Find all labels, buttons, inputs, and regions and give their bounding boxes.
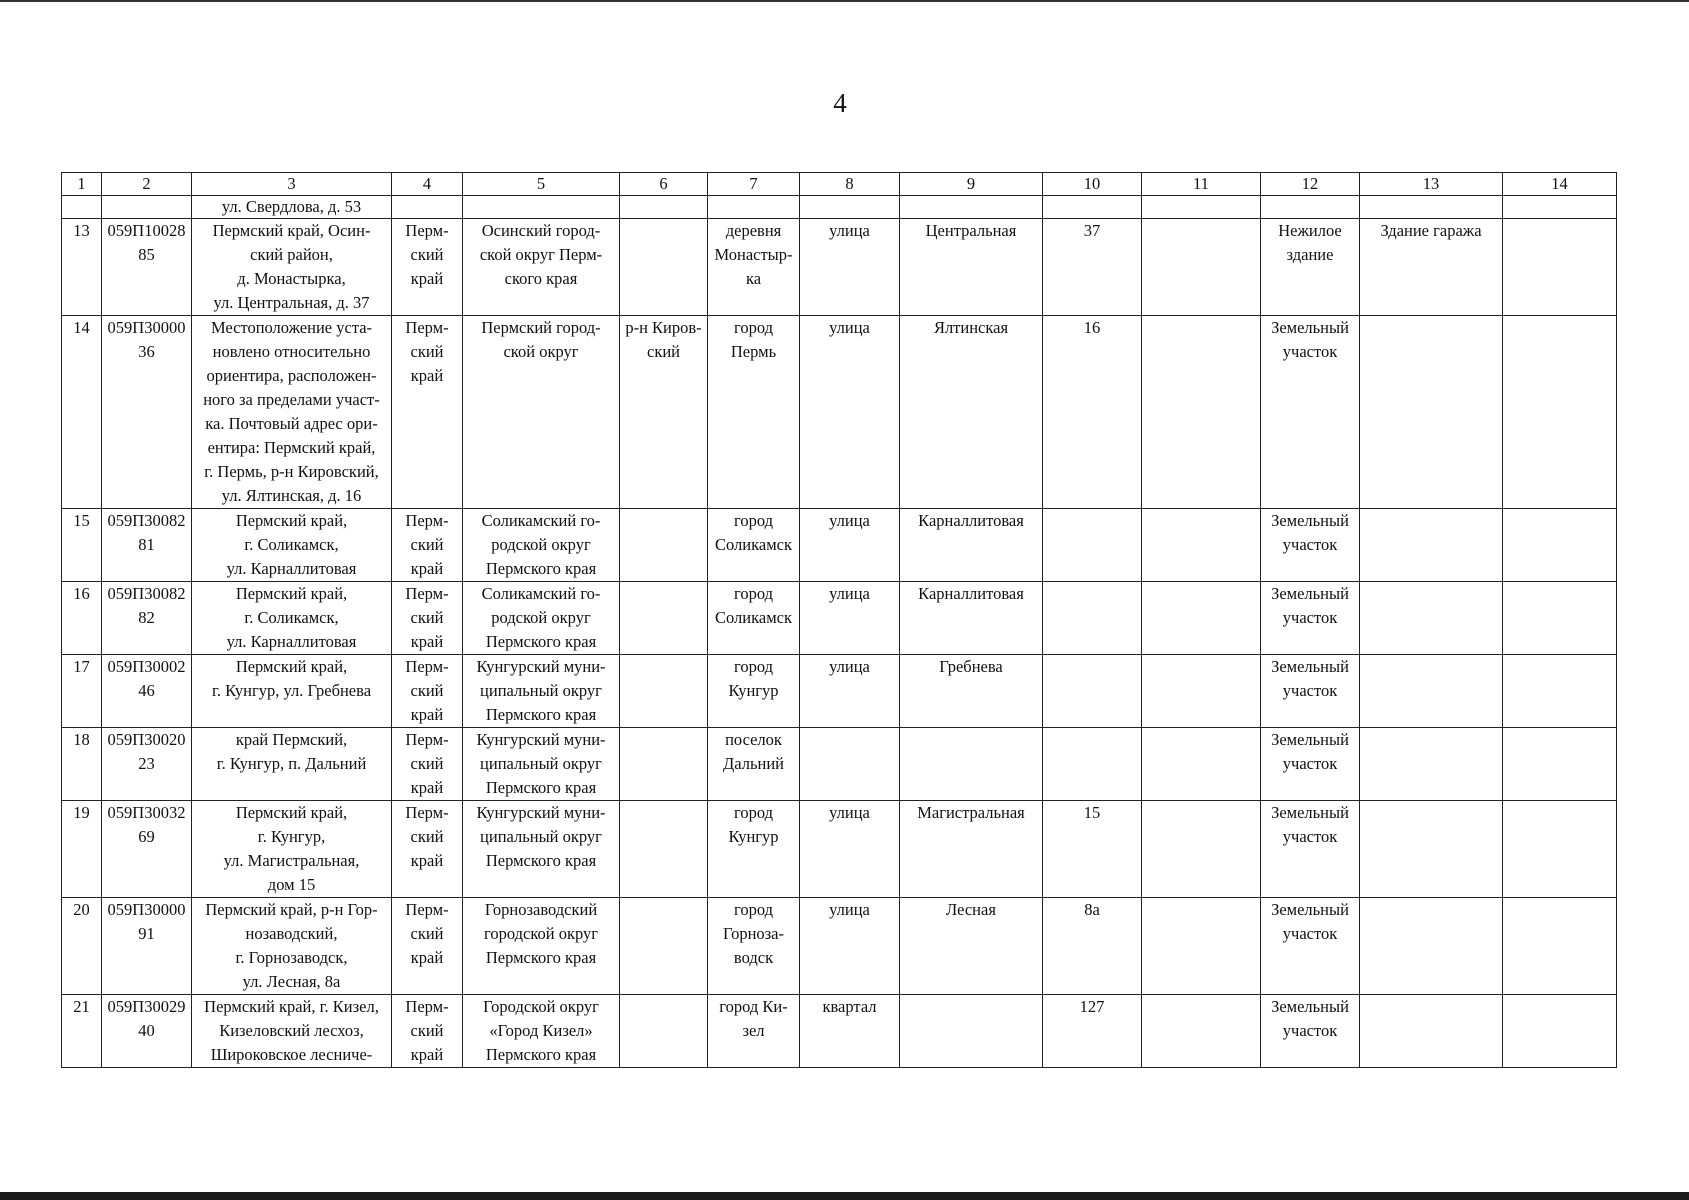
- object-name-cell: [1360, 655, 1503, 728]
- street-type-cell: улица: [800, 898, 900, 995]
- cell: [102, 196, 192, 219]
- scan-border-bottom: [0, 1192, 1689, 1200]
- cell-14: [1503, 582, 1617, 655]
- column-header: 7: [708, 173, 800, 196]
- region-cell: Перм- ский край: [392, 995, 463, 1068]
- column-header: 12: [1261, 173, 1360, 196]
- cell-11: [1142, 995, 1261, 1068]
- cadastral-number-part: 46: [138, 681, 155, 700]
- street-name-cell: Центральная: [900, 219, 1043, 316]
- cell-11: [1142, 316, 1261, 509]
- table-row: [62, 582, 1617, 655]
- municipality-cell: Соликамский го- родской округ Пермского края: [463, 509, 620, 582]
- district-cell: [620, 582, 708, 655]
- cadastral-number-part: 82: [138, 608, 155, 627]
- cell: [900, 196, 1043, 219]
- cell-11: [1142, 801, 1261, 898]
- cell-11: [1142, 582, 1261, 655]
- column-header: 5: [463, 173, 620, 196]
- region-cell: Перм- ский край: [392, 509, 463, 582]
- cadastral-number-part: 81: [138, 535, 155, 554]
- continued-address-cell: ул. Свердлова, д. 53: [192, 196, 392, 219]
- cadastral-number-part: 40: [138, 1021, 155, 1040]
- object-name-cell: [1360, 509, 1503, 582]
- object-type-cell: Земельный участок: [1261, 582, 1360, 655]
- address-cell: Пермский край, г. Соликамск, ул. Карналлитовая: [192, 582, 392, 655]
- settlement-cell: город Соликамск: [708, 509, 800, 582]
- cell-11: [1142, 509, 1261, 582]
- cadastral-number-cell: [102, 898, 192, 995]
- house-number-cell: 15: [1043, 801, 1142, 898]
- register-table: [61, 172, 1617, 1068]
- street-name-cell: [900, 995, 1043, 1068]
- table-row: [62, 655, 1617, 728]
- cadastral-number-part: 059П30082: [107, 511, 186, 530]
- cell: [392, 196, 463, 219]
- municipality-cell: Кунгурский муни- ципальный округ Пермского края: [463, 655, 620, 728]
- cell-14: [1503, 219, 1617, 316]
- column-header: 11: [1142, 173, 1261, 196]
- cadastral-number-part: 91: [138, 924, 155, 943]
- cadastral-number-cell: [102, 582, 192, 655]
- cadastral-number-part: 059П30032: [107, 803, 186, 822]
- object-name-cell: [1360, 728, 1503, 801]
- street-name-cell: [900, 728, 1043, 801]
- object-name-cell: [1360, 898, 1503, 995]
- district-cell: [620, 219, 708, 316]
- settlement-cell: деревня Монастыр- ка: [708, 219, 800, 316]
- cell-14: [1503, 316, 1617, 509]
- street-type-cell: улица: [800, 655, 900, 728]
- cell-14: [1503, 995, 1617, 1068]
- street-type-cell: [800, 728, 900, 801]
- district-cell: [620, 995, 708, 1068]
- settlement-cell: город Пермь: [708, 316, 800, 509]
- row-number-cell: 20: [62, 898, 102, 995]
- street-name-cell: Карналлитовая: [900, 582, 1043, 655]
- address-cell: Пермский край, р-н Гор- нозаводский, г. Горнозаводск, ул. Лесная, 8а: [192, 898, 392, 995]
- row-number-cell: 21: [62, 995, 102, 1068]
- column-header: 9: [900, 173, 1043, 196]
- cell: [620, 196, 708, 219]
- table-row: [62, 801, 1617, 898]
- district-cell: [620, 801, 708, 898]
- cell-11: [1142, 655, 1261, 728]
- street-type-cell: квартал: [800, 995, 900, 1068]
- object-type-cell: Земельный участок: [1261, 995, 1360, 1068]
- cadastral-number-part: 36: [138, 342, 155, 361]
- house-number-cell: 37: [1043, 219, 1142, 316]
- street-type-cell: улица: [800, 316, 900, 509]
- cadastral-number-part: 059П30002: [107, 657, 186, 676]
- region-cell: Перм- ский край: [392, 316, 463, 509]
- cadastral-number-part: 059П10028: [107, 221, 186, 240]
- address-cell: край Пермский, г. Кунгур, п. Дальний: [192, 728, 392, 801]
- municipality-cell: Осинский город- ской округ Перм- ского края: [463, 219, 620, 316]
- settlement-cell: поселок Дальний: [708, 728, 800, 801]
- object-name-cell: Здание гаража: [1360, 219, 1503, 316]
- address-cell: Пермский край, г. Кунгур, ул. Гребнева: [192, 655, 392, 728]
- column-header: 4: [392, 173, 463, 196]
- region-cell: Перм- ский край: [392, 582, 463, 655]
- row-number-cell: 16: [62, 582, 102, 655]
- cell: [1142, 196, 1261, 219]
- cell-11: [1142, 219, 1261, 316]
- district-cell: [620, 509, 708, 582]
- cadastral-number-cell: [102, 801, 192, 898]
- object-type-cell: Земельный участок: [1261, 316, 1360, 509]
- table-row: [62, 995, 1617, 1068]
- table-row: [62, 316, 1617, 509]
- district-cell: [620, 728, 708, 801]
- cadastral-number-cell: [102, 995, 192, 1068]
- column-header: 13: [1360, 173, 1503, 196]
- address-cell: Пермский край, г. Соликамск, ул. Карналлитовая: [192, 509, 392, 582]
- street-type-cell: улица: [800, 582, 900, 655]
- cell-14: [1503, 509, 1617, 582]
- row-number-cell: 19: [62, 801, 102, 898]
- street-name-cell: Карналлитовая: [900, 509, 1043, 582]
- cell-11: [1142, 898, 1261, 995]
- settlement-cell: город Кунгур: [708, 801, 800, 898]
- district-cell: р-н Киров- ский: [620, 316, 708, 509]
- street-type-cell: улица: [800, 509, 900, 582]
- cadastral-number-part: 059П30000: [107, 900, 186, 919]
- region-cell: Перм- ский край: [392, 898, 463, 995]
- cell: [1043, 196, 1142, 219]
- cadastral-number-part: 059П30020: [107, 730, 186, 749]
- region-cell: Перм- ский край: [392, 655, 463, 728]
- object-type-cell: Земельный участок: [1261, 728, 1360, 801]
- street-name-cell: Лесная: [900, 898, 1043, 995]
- cadastral-number-part: 69: [138, 827, 155, 846]
- object-type-cell: Земельный участок: [1261, 801, 1360, 898]
- column-header: 1: [62, 173, 102, 196]
- object-type-cell: Земельный участок: [1261, 509, 1360, 582]
- table-row: [62, 728, 1617, 801]
- column-header: 6: [620, 173, 708, 196]
- cell-14: [1503, 898, 1617, 995]
- cell-11: [1142, 728, 1261, 801]
- table-row: [62, 219, 1617, 316]
- settlement-cell: город Горноза- водск: [708, 898, 800, 995]
- house-number-cell: [1043, 655, 1142, 728]
- cadastral-number-cell: [102, 655, 192, 728]
- cell: [463, 196, 620, 219]
- row-number-cell: 13: [62, 219, 102, 316]
- settlement-cell: город Соликамск: [708, 582, 800, 655]
- address-cell: Пермский край, г. Кунгур, ул. Магистральная, дом 15: [192, 801, 392, 898]
- cadastral-number-part: 23: [138, 754, 155, 773]
- column-header: 2: [102, 173, 192, 196]
- column-header: 14: [1503, 173, 1617, 196]
- street-type-cell: улица: [800, 219, 900, 316]
- region-cell: Перм- ский край: [392, 728, 463, 801]
- settlement-cell: город Кунгур: [708, 655, 800, 728]
- house-number-cell: 127: [1043, 995, 1142, 1068]
- municipality-cell: Пермский город- ской округ: [463, 316, 620, 509]
- municipality-cell: Кунгурский муни- ципальный округ Пермского края: [463, 728, 620, 801]
- table-body: [62, 196, 1617, 1068]
- street-type-cell: улица: [800, 801, 900, 898]
- address-cell: Местоположение уста- новлено относительно ориентира, расположен- ного за пределами участ- ка. Почтовый адрес ори- ентира: Пермский край, г. Пермь, р-н Кировский, ул. Ялтинская, д. 16: [192, 316, 392, 509]
- house-number-cell: [1043, 728, 1142, 801]
- cell: [1503, 196, 1617, 219]
- street-name-cell: Магистральная: [900, 801, 1043, 898]
- municipality-cell: Соликамский го- родской округ Пермского края: [463, 582, 620, 655]
- object-type-cell: Земельный участок: [1261, 898, 1360, 995]
- object-name-cell: [1360, 801, 1503, 898]
- cadastral-number-cell: [102, 728, 192, 801]
- street-name-cell: Ялтинская: [900, 316, 1043, 509]
- address-cell: Пермский край, Осин- ский район, д. Монастырка, ул. Центральная, д. 37: [192, 219, 392, 316]
- cell-14: [1503, 728, 1617, 801]
- column-header: 10: [1043, 173, 1142, 196]
- house-number-cell: 16: [1043, 316, 1142, 509]
- scan-border-top: [0, 0, 1689, 2]
- settlement-cell: город Ки- зел: [708, 995, 800, 1068]
- cadastral-number-cell: [102, 509, 192, 582]
- cadastral-number-cell: [102, 219, 192, 316]
- row-number-cell: 14: [62, 316, 102, 509]
- continuation-row: [62, 196, 1617, 219]
- cell: [1261, 196, 1360, 219]
- cadastral-number-part: 85: [138, 245, 155, 264]
- house-number-cell: [1043, 509, 1142, 582]
- row-number-cell: 15: [62, 509, 102, 582]
- row-number-cell: 18: [62, 728, 102, 801]
- cadastral-number-cell: [102, 316, 192, 509]
- object-name-cell: [1360, 582, 1503, 655]
- street-name-cell: Гребнева: [900, 655, 1043, 728]
- object-name-cell: [1360, 316, 1503, 509]
- region-cell: Перм- ский край: [392, 801, 463, 898]
- district-cell: [620, 898, 708, 995]
- row-number-cell: 17: [62, 655, 102, 728]
- cadastral-number-part: 059П30000: [107, 318, 186, 337]
- cell: [800, 196, 900, 219]
- municipality-cell: Городской округ «Город Кизел» Пермского края: [463, 995, 620, 1068]
- cell-14: [1503, 655, 1617, 728]
- cell-14: [1503, 801, 1617, 898]
- object-type-cell: Земельный участок: [1261, 655, 1360, 728]
- address-cell: Пермский край, г. Кизел, Кизеловский лесхоз, Широковское лесниче-: [192, 995, 392, 1068]
- district-cell: [620, 655, 708, 728]
- house-number-cell: [1043, 582, 1142, 655]
- region-cell: Перм- ский край: [392, 219, 463, 316]
- cell: [62, 196, 102, 219]
- municipality-cell: Горнозаводский городской округ Пермского края: [463, 898, 620, 995]
- column-header: 3: [192, 173, 392, 196]
- object-type-cell: Нежилое здание: [1261, 219, 1360, 316]
- cadastral-number-part: 059П30029: [107, 997, 186, 1016]
- house-number-cell: 8а: [1043, 898, 1142, 995]
- table-row: [62, 509, 1617, 582]
- cadastral-number-part: 059П30082: [107, 584, 186, 603]
- cell: [1360, 196, 1503, 219]
- cell: [708, 196, 800, 219]
- municipality-cell: Кунгурский муни- ципальный округ Пермского края: [463, 801, 620, 898]
- object-name-cell: [1360, 995, 1503, 1068]
- column-number-row: [62, 173, 1617, 196]
- column-header: 8: [800, 173, 900, 196]
- page-number: 4: [833, 88, 847, 118]
- table-row: [62, 898, 1617, 995]
